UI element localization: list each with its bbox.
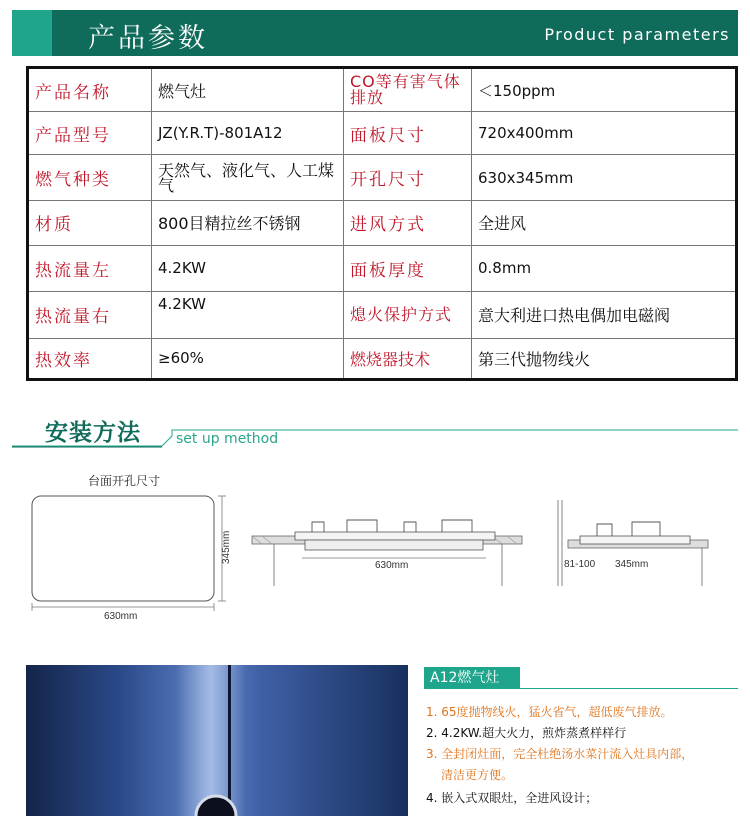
feature-item: 清洁更方便。 bbox=[441, 768, 514, 782]
table-row bbox=[28, 201, 737, 245]
param-value: 全进风 bbox=[472, 201, 737, 245]
feature-item: 4. 嵌入式双眼灶，全进风设计； bbox=[426, 791, 598, 805]
params-title-en: Product parameters bbox=[544, 25, 730, 44]
install-title-cn: 安装方法 bbox=[45, 419, 141, 446]
param-value: 4.2KW bbox=[152, 292, 344, 338]
param-value: 意大利进口热电偶加电磁阀 bbox=[472, 292, 737, 338]
param-value: ＜150ppm bbox=[472, 68, 737, 112]
param-label: CO等有害气体排放 bbox=[344, 68, 472, 112]
section-header-install bbox=[12, 410, 738, 450]
product-photo bbox=[26, 665, 408, 816]
table-row bbox=[28, 245, 737, 291]
feature-item: 2. 4.2KW.超大火力，煎炸蒸煮样样行 bbox=[426, 726, 627, 740]
param-label: 产品名称 bbox=[28, 68, 152, 112]
product-features bbox=[424, 663, 738, 816]
params-table bbox=[26, 66, 738, 381]
param-label: 产品型号 bbox=[28, 112, 152, 154]
param-label: 热效率 bbox=[28, 338, 152, 379]
param-label: 燃气种类 bbox=[28, 154, 152, 200]
param-label: 开孔尺寸 bbox=[344, 154, 472, 200]
cutout-outline bbox=[32, 496, 214, 601]
table-row bbox=[28, 292, 737, 338]
product-tag-rule bbox=[514, 688, 738, 689]
param-value: 第三代抛物线火 bbox=[472, 338, 737, 379]
param-value: 燃气灶 bbox=[152, 68, 344, 112]
param-value: 0.8mm bbox=[472, 245, 737, 291]
cutout-caption: 台面开孔尺寸 bbox=[88, 474, 161, 488]
table-row bbox=[28, 154, 737, 200]
param-label: 进风方式 bbox=[344, 201, 472, 245]
param-label: 面板尺寸 bbox=[344, 112, 472, 154]
install-diagram bbox=[12, 460, 738, 630]
param-value: 630x345mm bbox=[472, 154, 737, 200]
param-value: JZ(Y.R.T)-801A12 bbox=[152, 112, 344, 154]
product-tag: A12燃气灶 bbox=[424, 667, 520, 689]
param-label: 热流量右 bbox=[28, 292, 152, 338]
param-label: 材质 bbox=[28, 201, 152, 245]
table-row bbox=[28, 68, 737, 112]
param-value: ≥60% bbox=[152, 338, 344, 379]
params-title-cn: 产品参数 bbox=[88, 23, 208, 54]
install-drawing bbox=[12, 460, 738, 630]
param-label: 燃烧器技术 bbox=[344, 338, 472, 379]
front-width-label: 630mm bbox=[375, 560, 409, 571]
cutout-width-label: 630mm bbox=[104, 611, 138, 622]
feature-item: 3. 全封闭灶面，完全杜绝汤水菜汁流入灶具内部， bbox=[426, 747, 694, 761]
header-accent-bar bbox=[12, 10, 52, 56]
param-value: 720x400mm bbox=[472, 112, 737, 154]
param-label: 熄火保护方式 bbox=[344, 292, 472, 338]
param-label: 热流量左 bbox=[28, 245, 152, 291]
side-depth-label: 345mm bbox=[615, 559, 649, 570]
param-value: 800目精拉丝不锈钢 bbox=[152, 201, 344, 245]
param-value: 天然气、液化气、人工煤气 bbox=[152, 154, 344, 200]
stove-knob-icon bbox=[26, 665, 408, 816]
side-depth-range-label: 81-100 bbox=[564, 559, 596, 570]
section-header-params bbox=[12, 10, 738, 56]
cutout-height-label: 345mm bbox=[221, 530, 232, 564]
install-title-en: set up method bbox=[176, 431, 279, 447]
table-row bbox=[28, 338, 737, 379]
table-row bbox=[28, 112, 737, 154]
param-label: 面板厚度 bbox=[344, 245, 472, 291]
param-value: 4.2KW bbox=[152, 245, 344, 291]
feature-item: 1. 65度抛物线火，猛火省气，超低废气排放。 bbox=[426, 705, 673, 719]
